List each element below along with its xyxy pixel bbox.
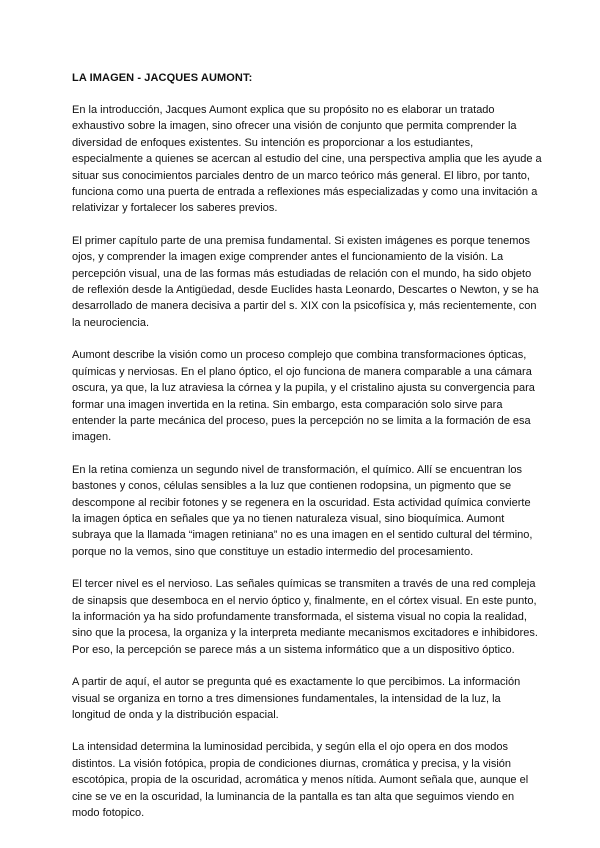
document-title: LA IMAGEN - JACQUES AUMONT:: [72, 72, 253, 84]
paragraph-first-chapter: El primer capítulo parte de una premisa fundamental. Si existen imágenes es porque tenemos ojos, y comprender la imagen exige comprender antes el funcionamiento de la visión. La percepción visual, una de las formas más estudiadas de relación con el mundo, ha sido objeto de reflexión desde la Antigüedad, desde Euclides hasta Leonardo, Descartes o Newton, y se ha desarrollado de manera decisiva a partir del s. XIX con la psicofísica y, más recientemente, con la neurociencia.: [72, 234, 539, 329]
paragraph-nervous-level: El tercer nivel es el nervioso. Las señales químicas se transmiten a través de una red compleja de sinapsis que desemboca en el nervio óptico y, finalmente, en el córtex visual. En este punto, la información ya ha sido profundamente transformada, el sistema visual no copia la realidad, sino que la procesa, la organiza y la interpreta mediante mecanismos excitadores e inhibidores. Por eso, la percepción se parece más a un sistema informático que a un dispositivo óptico.: [72, 578, 538, 656]
paragraph-optical-level: Aumont describe la visión como un proceso complejo que combina transformaciones ópticas, químicas y nerviosas. En el plano óptico, el ojo funciona de manera comparable a una cámara oscura, ya que, la luz atraviesa la córnea y la pupila, y el cristalino ajusta su convergencia para formar una imagen invertida en la retina. Sin embargo, esta comparación solo sirve para entender la parte mecánica del proceso, pues la percepción no se limita a la formación de esa imagen.: [72, 349, 535, 444]
paragraph-introduction: En la introducción, Jacques Aumont explica que su propósito no es elaborar un tratado exhaustivo sobre la imagen, sino ofrecer una visión de conjunto que permita comprender la diversidad de enfoques existentes. Su intención es proporcionar a los estudiantes, especialmente a quienes se acercan al estudio del cine, una perspectiva amplia que les ayude a situar sus conocimientos parciales dentro de un marco teórico más general. El libro, por tanto, funciona como una puerta de entrada a reflexiones más especializadas y como una invitación a relativizar y fortalecer los saberes previos.: [72, 104, 542, 215]
paragraph-intensity: La intensidad determina la luminosidad percibida, y según ella el ojo opera en dos modos distintos. La visión fotópica, propia de condiciones diurnas, cromática y precisa, y la visión escotópica, propia de la oscuridad, acromática y menos nítida. Aumont señala que, aunque el cine se ve en la oscuridad, la luminancia de la pantalla es tan alta que seguimos viendo en modo fotopico.: [72, 741, 529, 820]
paragraph-chemical-level: En la retina comienza un segundo nivel de transformación, el químico. Allí se encuentran los bastones y conos, células sensibles a la luz que contienen rodopsina, un pigmento que se descompone al recibir fotones y se regenera en la oscuridad. Esta actividad química convierte la imagen óptica en señales que ya no tienen naturaleza visual, sino bioquímica. Aumont subraya que la llamada “imagen retiniana” no es una imagen en el sentido cultural del término, porque no la vemos, sino que constituye un estadio intermedio del procesamiento.: [72, 463, 533, 558]
paragraph-what-we-perceive: A partir de aquí, el autor se pregunta qué es exactamente lo que percibimos. La información visual se organiza en torno a tres dimensiones fundamentales, la intensidad de la luz, la longitud de onda y la distribución espacial.: [72, 676, 521, 721]
